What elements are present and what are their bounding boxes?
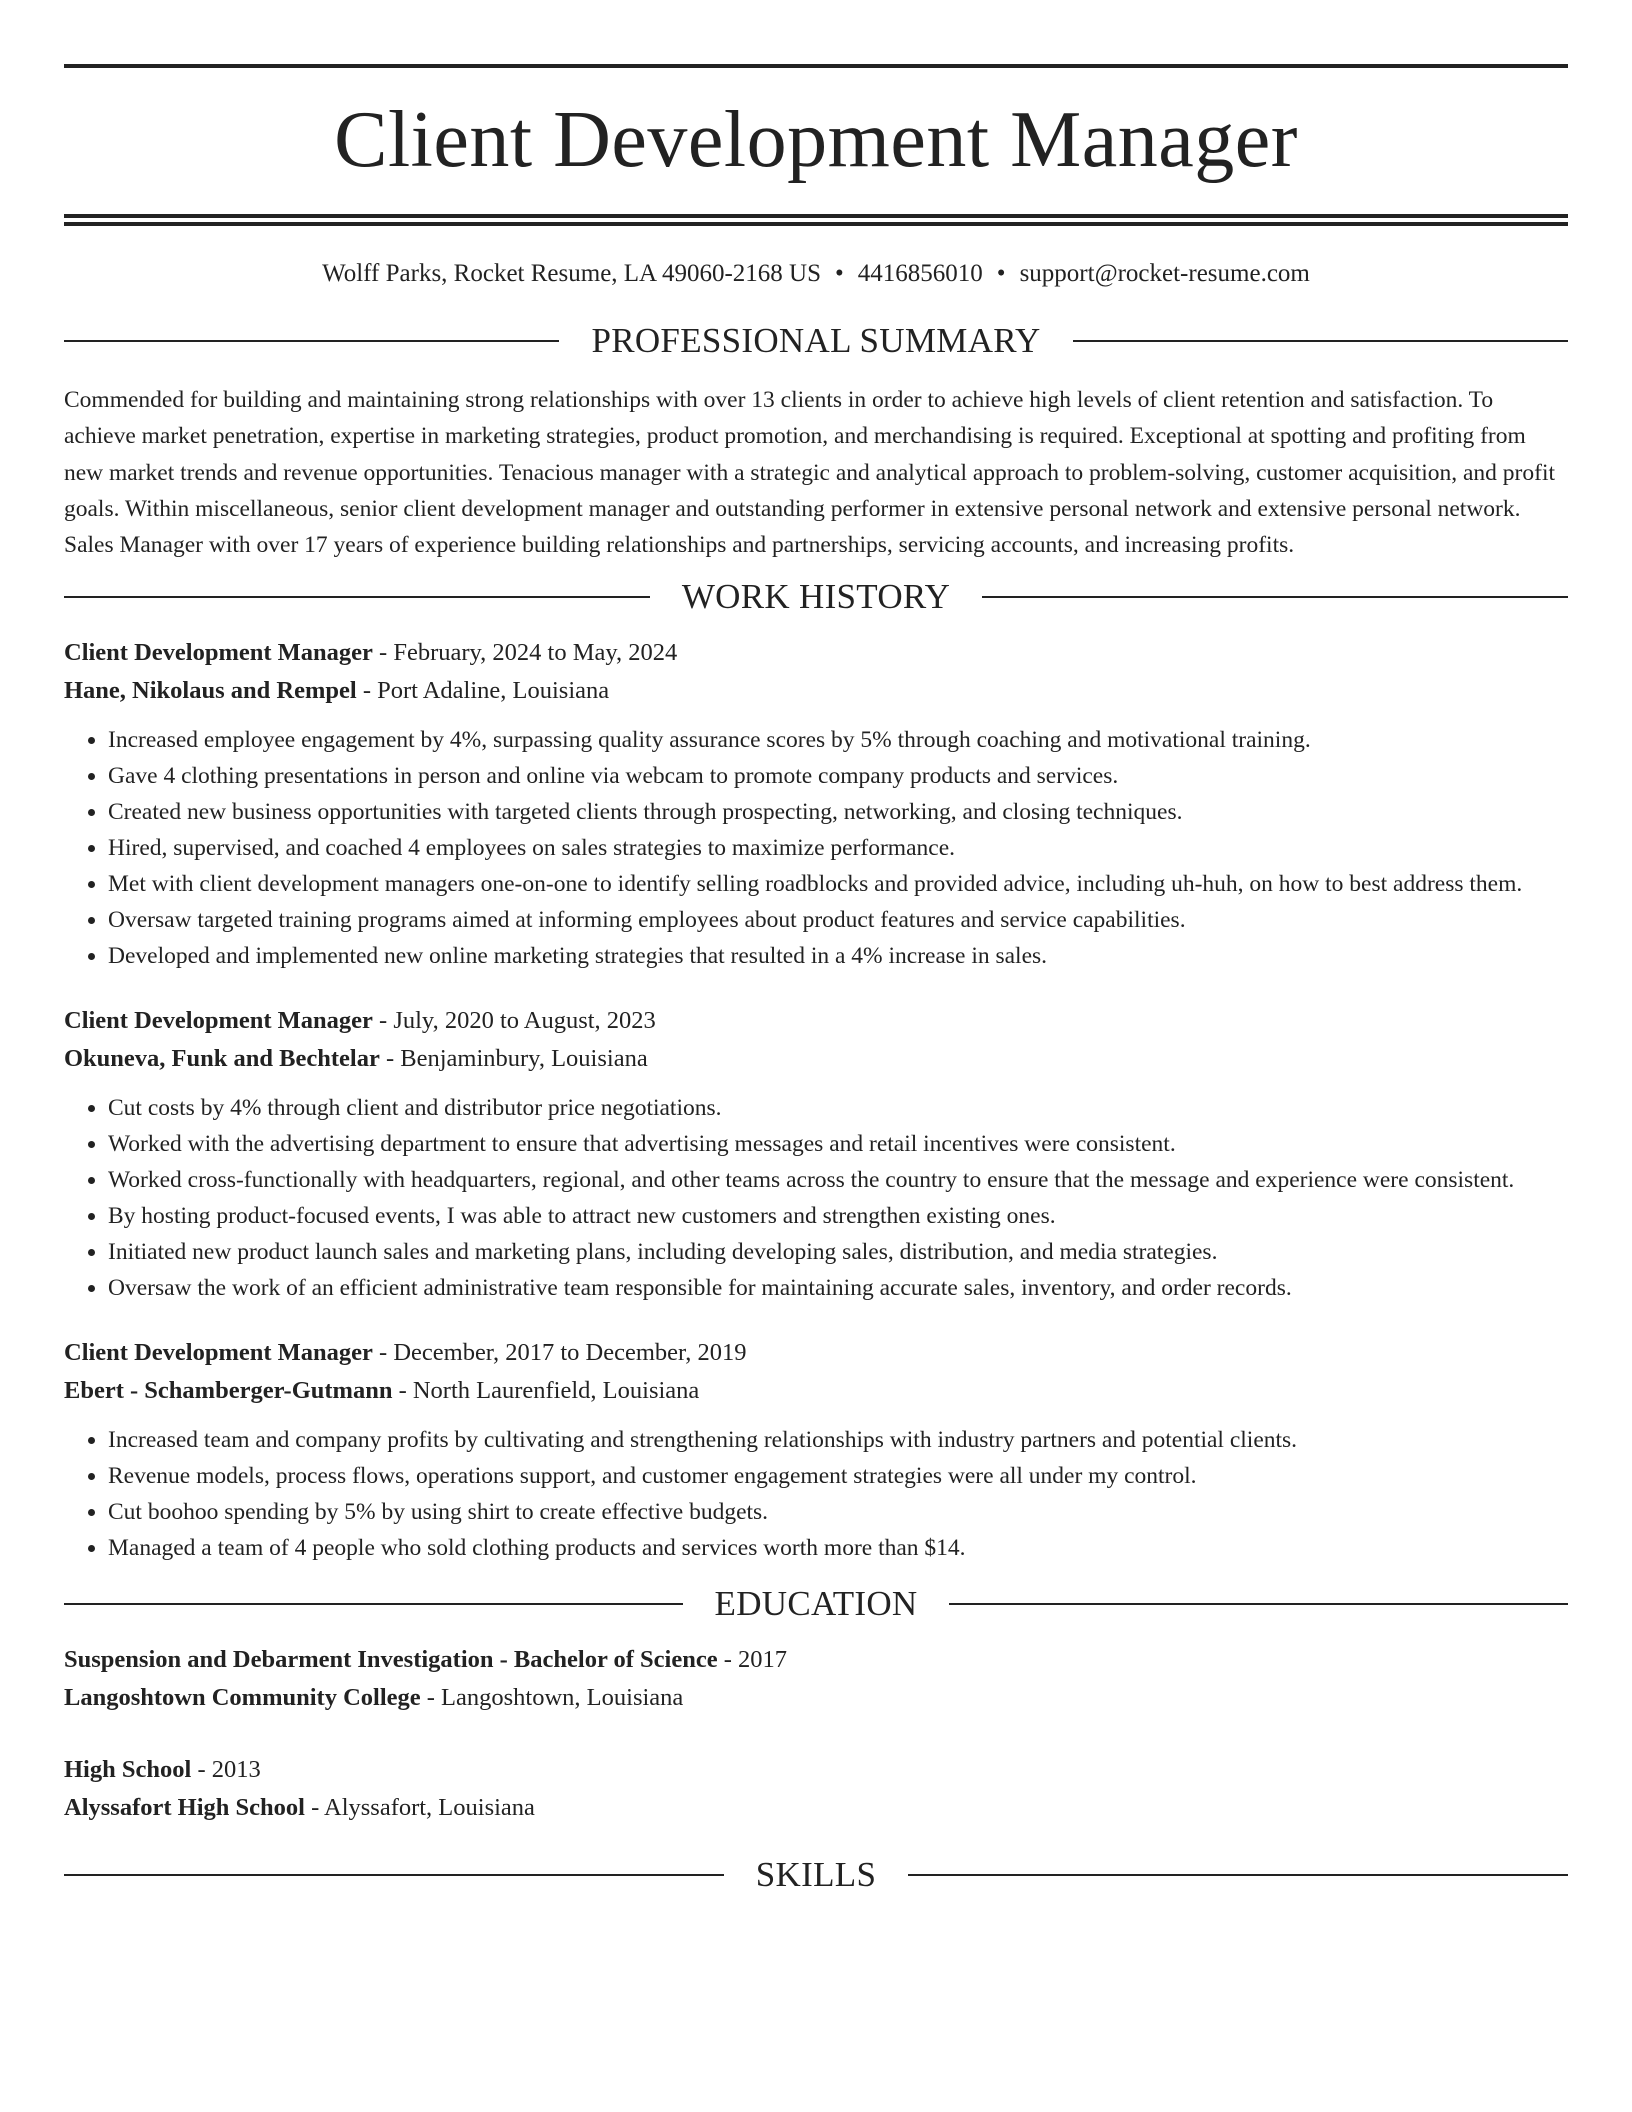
- job-entry: [64, 1334, 1568, 1566]
- job-dates: - July, 2020 to August, 2023: [372, 1007, 656, 1035]
- heading-rule: [64, 596, 650, 598]
- section-heading-summary: [64, 323, 1568, 358]
- education-entry: [64, 1751, 1568, 1827]
- list-item: • Oversaw targeted training programs aimed at informing employees about product features and service capabilities.: [108, 902, 1568, 938]
- section-heading-skills: [64, 1855, 1568, 1895]
- job-title: Client Development Manager: [64, 639, 373, 667]
- job-title-line: [64, 1002, 1568, 1040]
- contact-separator: •: [996, 260, 1006, 287]
- job-title: Client Development Manager: [64, 1007, 373, 1035]
- heading-rule: [64, 340, 559, 342]
- education-school-line: [64, 1679, 1568, 1717]
- list-item: • Hired, supervised, and coached 4 employees on sales strategies to maximize performance.: [108, 830, 1568, 866]
- job-company-line: [64, 672, 1568, 710]
- contact-separator: •: [835, 260, 844, 287]
- education-degree: Suspension and Debarment Investigation - Bachelor of Science: [64, 1646, 718, 1674]
- job-dates: - February, 2024 to May, 2024: [372, 639, 678, 667]
- job-title-line: [64, 634, 1568, 672]
- job-dates: - December, 2017 to December, 2019: [372, 1339, 747, 1367]
- section-title: PROFESSIONAL SUMMARY: [591, 321, 1041, 360]
- list-item: • Oversaw the work of an efficient administrative team responsible for maintaining accurate sales, inventory, and order records.: [108, 1270, 1568, 1306]
- education-year: - 2017: [717, 1646, 788, 1674]
- list-item: • Worked with the advertising department to ensure that advertising messages and retail incentives were consistent.: [108, 1126, 1568, 1162]
- education-school: Langoshtown Community College: [64, 1684, 421, 1712]
- list-item: • Created new business opportunities with targeted clients through prospecting, networking, and closing techniques.: [108, 794, 1568, 830]
- list-item: • Worked cross-functionally with headquarters, regional, and other teams across the country to ensure that the message and experience were consistent.: [108, 1162, 1568, 1198]
- list-item: • Met with client development managers one-on-one to identify selling roadblocks and provided advice, including uh-huh, on how to best address them.: [108, 866, 1568, 902]
- education-school: Alyssafort High School: [64, 1794, 305, 1822]
- contact-line: [64, 259, 1568, 289]
- title-double-rule: [64, 214, 1568, 226]
- contact-phone: 4416856010: [857, 260, 983, 287]
- job-title: Client Development Manager: [64, 1339, 373, 1367]
- education-entry: [64, 1641, 1568, 1717]
- heading-rule: [64, 1603, 683, 1605]
- education-degree-line: [64, 1751, 1568, 1789]
- job-company: Hane, Nikolaus and Rempel: [64, 677, 357, 705]
- heading-rule: [64, 1874, 724, 1876]
- heading-rule: [1073, 340, 1568, 342]
- job-bullets: [64, 722, 1568, 974]
- job-company-line: [64, 1372, 1568, 1410]
- job-bullets: [64, 1422, 1568, 1566]
- list-item: • Initiated new product launch sales and marketing plans, including developing sales, distribution, and media strategies.: [108, 1234, 1568, 1270]
- education-location: - Langoshtown, Louisiana: [420, 1684, 684, 1712]
- education-degree-line: [64, 1641, 1568, 1679]
- top-rule: [64, 64, 1568, 68]
- job-location: - Port Adaline, Louisiana: [356, 677, 610, 705]
- heading-rule: [982, 596, 1568, 598]
- education-location: - Alyssafort, Louisiana: [304, 1794, 535, 1822]
- section-heading-education: [64, 1584, 1568, 1624]
- job-entry: [64, 634, 1568, 974]
- resume-title: Client Development Manager: [334, 96, 1298, 184]
- list-item: • Increased employee engagement by 4%, surpassing quality assurance scores by 5% through coaching and motivational training.: [108, 722, 1568, 758]
- summary-text: Commended for building and maintaining strong relationships with over 13 clients in order to achieve high levels of client retention and satisfaction. To achieve market penetration, expertise in marketing strategies, product promotion, and merchandising is required. Exceptional at spotting and profiting from new market trends and revenue opportunities. Tenacious manager with a strategic and analytical approach to problem-solving, customer acquisition, and profit goals. Within miscellaneous, senior client development manager and outstanding performer in extensive personal network and extensive personal network. Sales Manager with over 17 years of experience building relationships and partnerships, servicing accounts, and increasing profits.: [64, 387, 1556, 559]
- section-title: WORK HISTORY: [681, 577, 951, 617]
- education-year: - 2013: [191, 1756, 261, 1784]
- list-item: • Increased team and company profits by cultivating and strengthening relationships with industry partners and potential clients.: [108, 1422, 1568, 1458]
- job-location: - Benjaminbury, Louisiana: [379, 1045, 648, 1073]
- job-title-line: [64, 1334, 1568, 1372]
- list-item: • Revenue models, process flows, operations support, and customer engagement strategies were all under my control.: [108, 1458, 1568, 1494]
- contact-address: Wolff Parks, Rocket Resume, LA 49060-2168 US: [322, 260, 822, 287]
- job-entry: [64, 1002, 1568, 1306]
- heading-rule: [908, 1874, 1568, 1876]
- contact-email: support@rocket-resume.com: [1019, 260, 1310, 287]
- job-company: Ebert - Schamberger-Gutmann: [64, 1377, 393, 1405]
- list-item: • Cut costs by 4% through client and distributor price negotiations.: [108, 1090, 1568, 1126]
- section-title: SKILLS: [755, 1855, 877, 1895]
- education-school-line: [64, 1789, 1568, 1827]
- job-company-line: [64, 1040, 1568, 1078]
- section-heading-work-history: [64, 577, 1568, 617]
- job-bullets: [64, 1090, 1568, 1306]
- job-company: Okuneva, Funk and Bechtelar: [64, 1045, 380, 1073]
- job-location: - North Laurenfield, Louisiana: [392, 1377, 700, 1405]
- list-item: • Cut boohoo spending by 5% by using shirt to create effective budgets.: [108, 1494, 1568, 1530]
- list-item: • Managed a team of 4 people who sold clothing products and services worth more than $14.: [108, 1530, 1568, 1566]
- section-title: EDUCATION: [714, 1584, 918, 1624]
- education-degree: High School: [64, 1756, 192, 1784]
- heading-rule: [949, 1603, 1568, 1605]
- list-item: • Gave 4 clothing presentations in person and online via webcam to promote company products and services.: [108, 758, 1568, 794]
- list-item: • By hosting product-focused events, I was able to attract new customers and strengthen existing ones.: [108, 1198, 1568, 1234]
- list-item: • Developed and implemented new online marketing strategies that resulted in a 4% increase in sales.: [108, 938, 1568, 974]
